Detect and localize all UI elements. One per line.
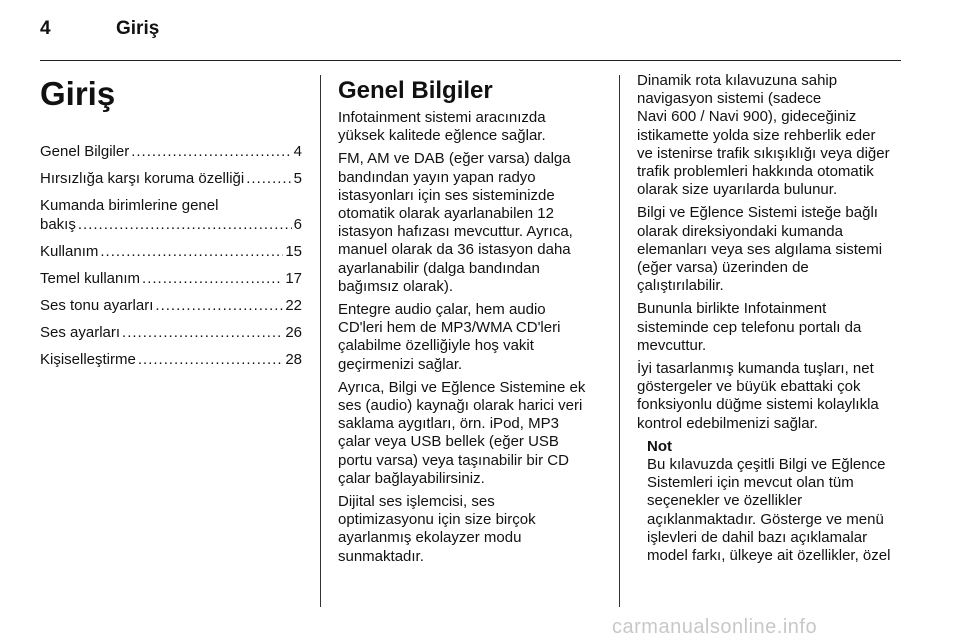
body-paragraph: [637, 204, 902, 295]
text-line: Navi 600 / Navi 900), gideceğiniz: [637, 108, 857, 126]
toc-page-number: 6: [293, 216, 302, 233]
toc-entry-kullanim[interactable]: [40, 242, 302, 261]
text-line: yüksek kalitede eğlence sağlar.: [338, 127, 546, 145]
text-line: istasyonları için ses sisteminizde: [338, 186, 555, 204]
toc-page-number: 28: [285, 351, 302, 368]
column-divider-2: [619, 75, 620, 607]
text-line: çalar bağlayabilirsiniz.: [338, 469, 485, 487]
toc-entry-ses-ayarlari[interactable]: [40, 323, 302, 342]
toc-column: [40, 72, 302, 377]
section-title: Genel Bilgiler: [338, 77, 493, 104]
text-line: otomatik olarak ayarlanabilen 12: [338, 205, 554, 223]
toc-entry-text: Ses ayarları: [40, 324, 121, 341]
text-line: Bununla birlikte Infotainment: [637, 300, 827, 318]
toc-leader-dots: [138, 350, 283, 369]
text-line: bandından yayın yapan radyo: [338, 168, 536, 186]
toc-leader-dots: [142, 269, 283, 288]
note-heading: Not: [647, 437, 672, 455]
text-line: CD'leri hem de MP3/WMA CD'leri: [338, 319, 561, 337]
note-body: [647, 456, 902, 565]
header-rule: [40, 60, 901, 61]
column-divider-1: [320, 75, 321, 607]
body-paragraph: [338, 150, 603, 296]
toc-entry-text-continued: bakış: [40, 216, 76, 233]
body-paragraph: [338, 379, 603, 488]
text-line: Bilgi ve Eğlence Sistemi isteğe bağlı: [637, 204, 878, 222]
text-line: ayarlanabilir (dalga bandından: [338, 259, 540, 277]
text-line: Dinamik rota kılavuzuna sahip: [637, 72, 838, 89]
text-line: çalar veya USB bellek (eğer USB: [338, 433, 559, 451]
text-line: İyi tasarlanmış kumanda tuşları, net: [637, 360, 874, 378]
text-line: FM, AM ve DAB (eğer varsa) dalga: [338, 150, 571, 168]
toc-page-number: 26: [285, 324, 302, 341]
body-paragraph: [637, 360, 902, 433]
watermark-text: carmanualsonline.info: [612, 616, 818, 638]
toc-page-number: 5: [293, 170, 302, 187]
note-line: seçenekler ve özellikler: [647, 492, 803, 510]
text-line: istikamette yolda size rehberlik eder: [637, 126, 876, 144]
toc-entry-text: Kullanım: [40, 243, 99, 260]
toc-entry-text: Genel Bilgiler: [40, 143, 130, 160]
note-line: Sistemleri için mevcut olan tüm: [647, 474, 854, 492]
toc-page-number: 22: [285, 297, 302, 314]
running-header-title: Giriş: [116, 18, 160, 39]
text-line: istasyon hafızası mevcuttur. Ayrıca,: [338, 223, 573, 241]
text-line: Infotainment sistemi aracınızda: [338, 109, 546, 126]
text-line: ayarlanmış ekolayzer modu: [338, 529, 522, 547]
text-line: trafik problemleri hakkında otomatik: [637, 163, 874, 181]
page-number: 4: [40, 18, 51, 39]
body-paragraph: [338, 109, 603, 145]
toc-leader-dots: [155, 296, 283, 315]
toc-entry-ses-tonu-ayarlari[interactable]: [40, 296, 302, 315]
body-paragraph: [637, 72, 902, 199]
toc-entry-text: Kişiselleştirme: [40, 351, 136, 368]
toc-entry-kisisellestirme[interactable]: [40, 350, 302, 369]
text-line: Ayrıca, Bilgi ve Eğlence Sistemine ek: [338, 378, 586, 396]
toc-page-number: 4: [293, 143, 302, 160]
text-line: geçirmenizi sağlar.: [338, 355, 463, 373]
text-line: ve istenirse trafik sıkışıklığı veya diğer: [637, 144, 890, 162]
text-line: saklama aygıtları, örn. iPod, MP3: [338, 415, 559, 433]
text-line: elemanları veya ses algılama sistemi: [637, 240, 883, 258]
toc-entry-text: Kumanda birimlerine genel: [40, 197, 219, 214]
text-line: navigasyon sistemi (sadece: [637, 90, 822, 108]
toc-leader-dots: [100, 242, 283, 261]
text-line: Entegre audio çalar, hem audio: [338, 301, 546, 319]
text-line: ses (audio) kaynağı olarak harici veri: [338, 397, 583, 415]
continued-body: [637, 72, 902, 433]
toc-page-number: 15: [285, 243, 302, 260]
section-body: [338, 109, 603, 566]
text-line: olarak direksiyondaki kumanda: [637, 222, 843, 240]
text-line: kontrol edebilmenizi sağlar.: [637, 414, 818, 432]
text-line: optimizasyonu için size birçok: [338, 511, 536, 529]
text-line: manuel olarak da 36 istasyon daha: [338, 241, 571, 259]
toc-leader-dots: [78, 215, 292, 234]
note-line: işlevleri de dahil bazı açıklamalar: [647, 528, 868, 546]
text-line: olarak size uyarılarda bulunur.: [637, 181, 838, 199]
continued-column: [637, 72, 902, 565]
toc-entry-temel-kullanim[interactable]: [40, 269, 302, 288]
note-line: açıklanmaktadır. Gösterge ve menü: [647, 510, 884, 528]
toc-entry-hirsizliga-karsi-koruma[interactable]: [40, 169, 302, 188]
body-paragraph: [338, 493, 603, 566]
toc-leader-dots: [122, 323, 283, 342]
text-line: çalıştırılabilir.: [637, 277, 724, 295]
body-paragraph: [637, 300, 902, 355]
text-line: bağımsız olarak).: [338, 277, 454, 295]
section-column: [338, 72, 603, 571]
note-box: [647, 438, 902, 565]
text-line: Dijital ses işlemcisi, ses: [338, 493, 495, 511]
toc-leader-dots: [246, 169, 291, 188]
note-line: Bu kılavuzda çeşitli Bilgi ve Eğlence: [647, 456, 886, 474]
toc-entry-genel-bilgiler[interactable]: [40, 142, 302, 161]
note-line: model farkı, ülkeye ait özellikler, özel: [647, 547, 891, 565]
text-line: fonksiyonlu düğme sistemi kolaylıkla: [637, 396, 879, 414]
toc-entry-text: Temel kullanım: [40, 270, 141, 287]
text-line: çalabilme özelliğiyle hoş vakit: [338, 337, 534, 355]
text-line: sunmaktadır.: [338, 547, 424, 565]
toc-leader-dots: [131, 142, 291, 161]
text-line: (eğer varsa) üzerinden de: [637, 259, 809, 277]
toc-entry-kumanda-birimleri[interactable]: [40, 196, 302, 234]
text-line: portu varsa) veya taşınabilir bir CD: [338, 451, 569, 469]
toc-page-number: 17: [285, 270, 302, 287]
text-line: göstergeler ve büyük ebattaki çok: [637, 378, 861, 396]
text-line: mevcuttur.: [637, 336, 707, 354]
toc-entry-text: Ses tonu ayarları: [40, 297, 154, 314]
text-line: sisteminde cep telefonu portalı da: [637, 318, 862, 336]
body-paragraph: [338, 301, 603, 374]
chapter-title: Giriş: [40, 75, 116, 112]
toc-entry-text: Hırsızlığa karşı koruma özelliği: [40, 170, 245, 187]
